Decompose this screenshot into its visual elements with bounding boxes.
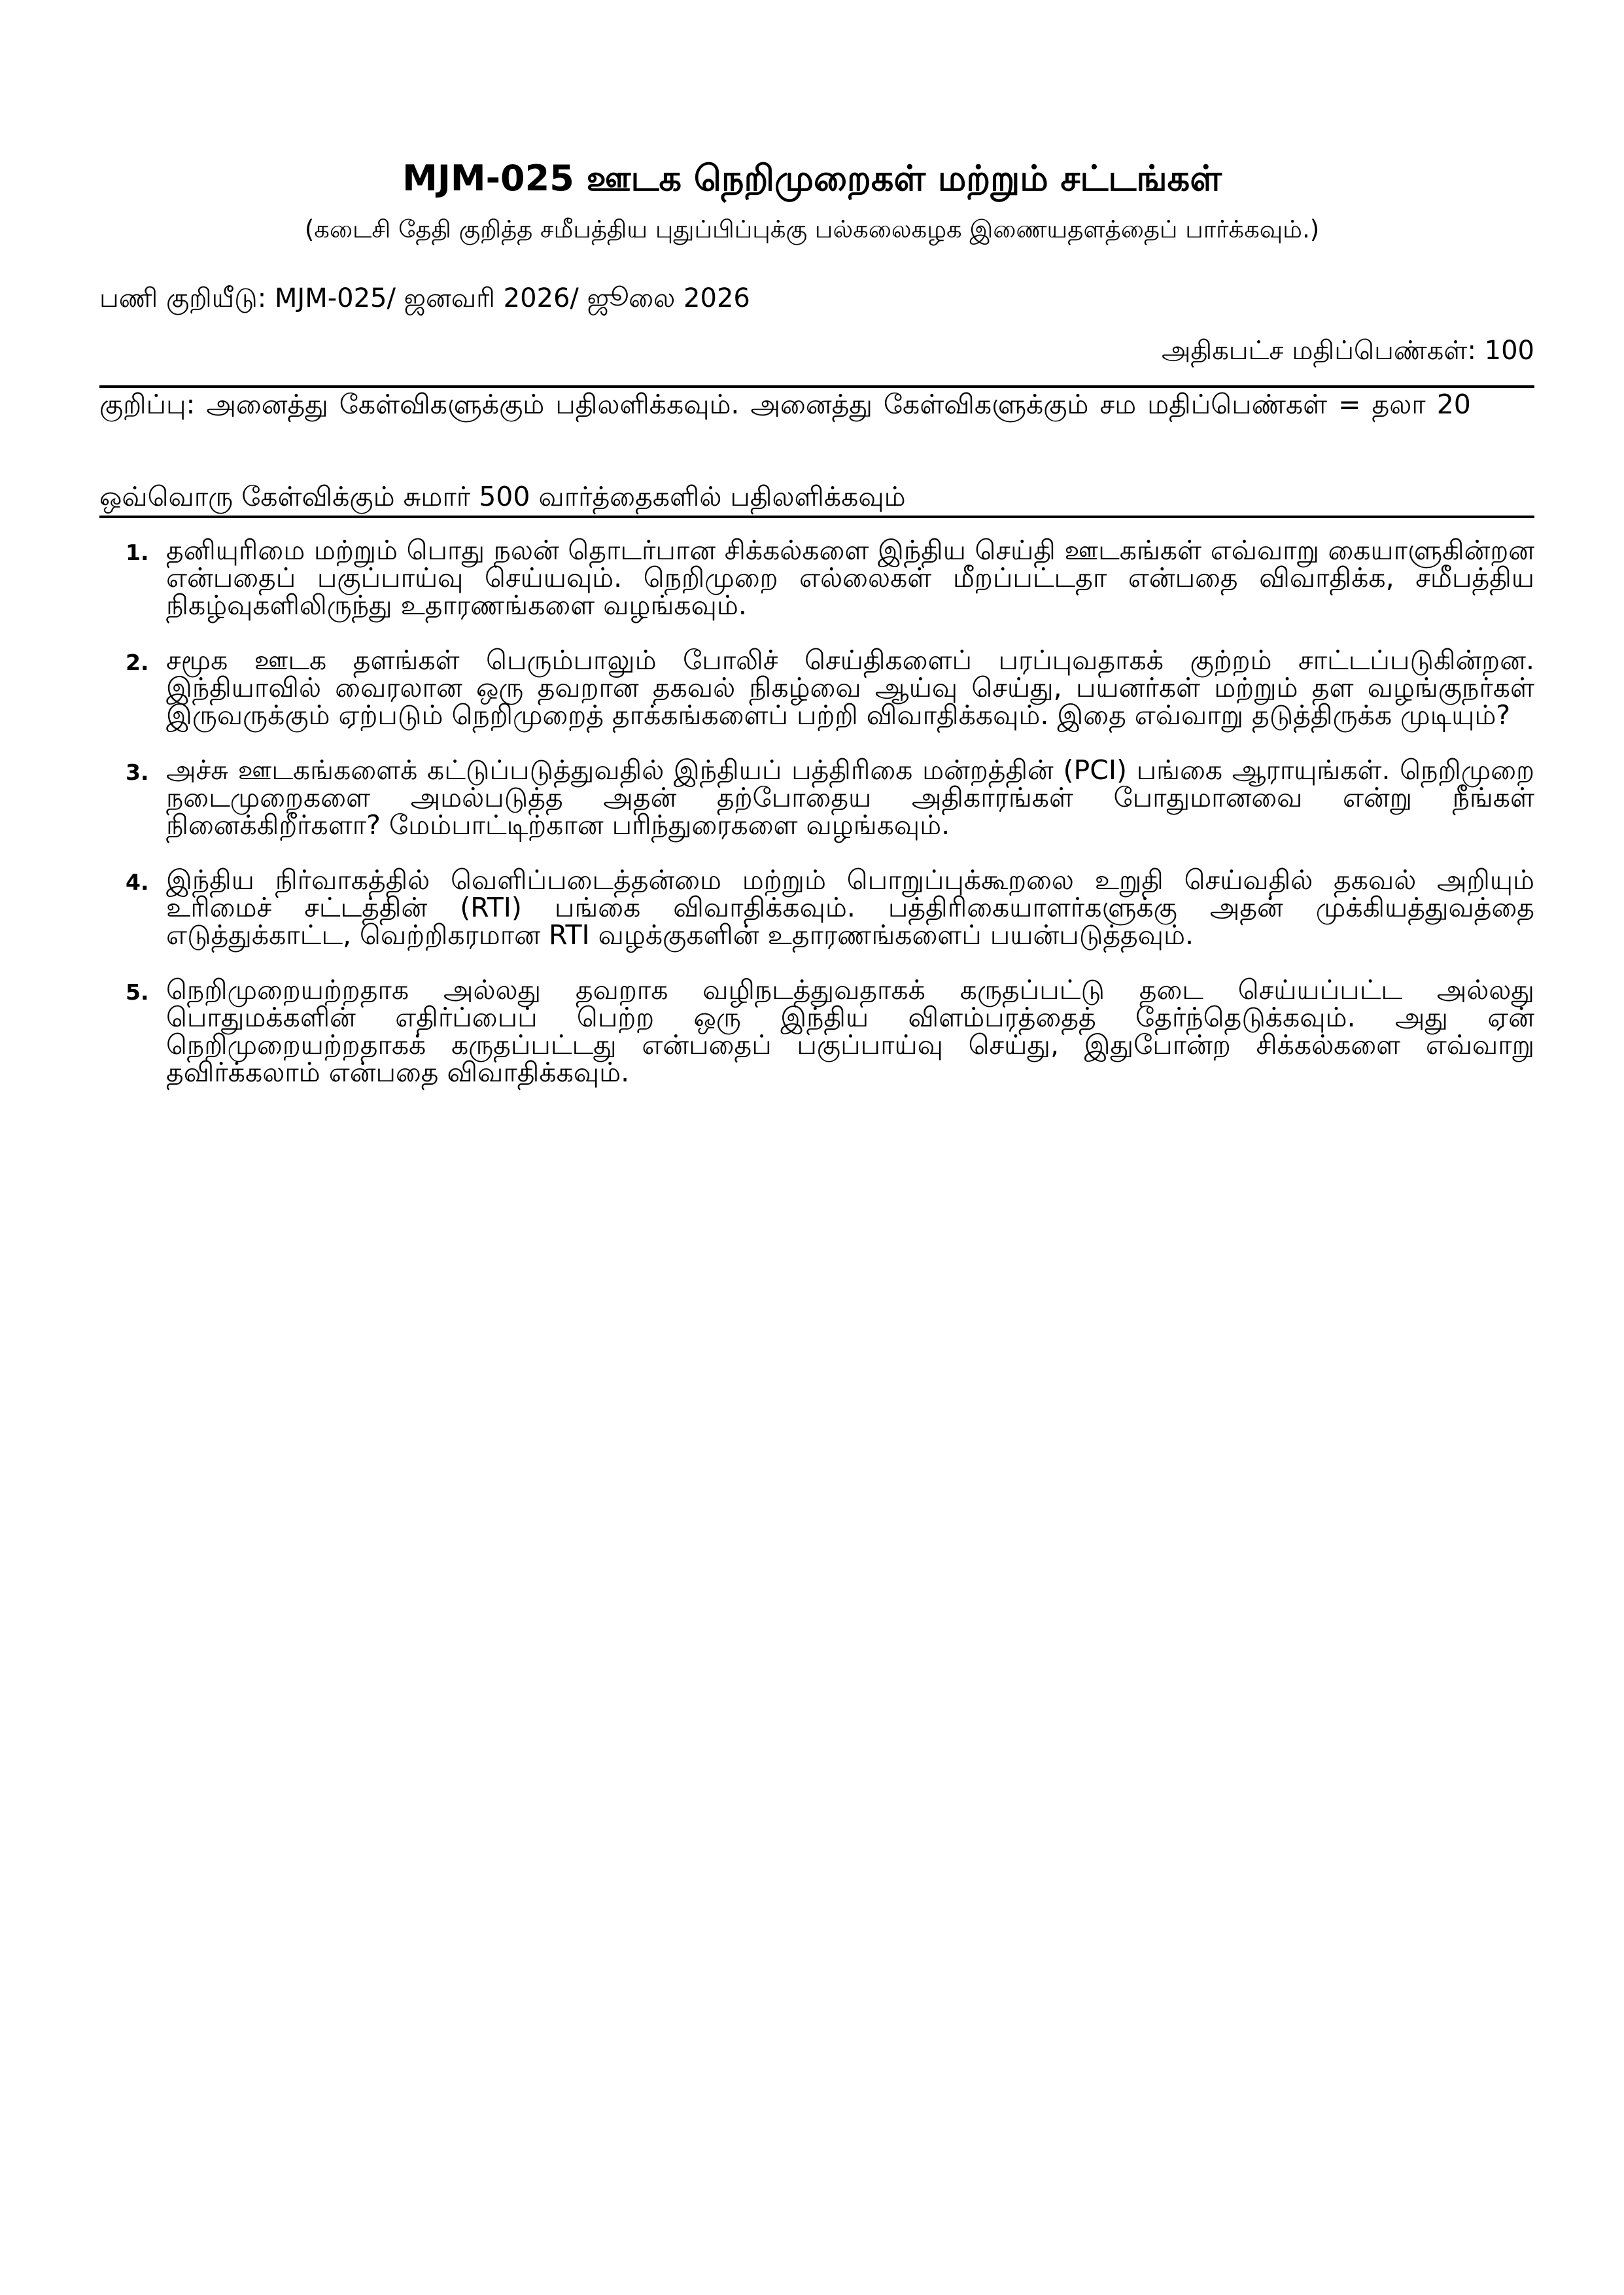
question-item	[99, 536, 1534, 619]
question-item	[99, 976, 1534, 1086]
question-number: 2.	[126, 650, 149, 675]
question-text: நெறிமுறையற்றதாக அல்லது தவறாக வழிநடத்துவதாகக் கருதப்பட்டு தடை செய்யப்பட்ட அல்லது பொதுமக்களின் எதிர்ப்பைப் பெற்ற ஒரு இந்திய விளம்பரத்தைத் தேர்ந்தெடுக்கவும். அது ஏன் நெறிமுறையற்றதாகக் கருதப்பட்டது என்பதைப் பகுப்பாய்வு செய்து, இதுபோன்ற சிக்கல்களை எவ்வாறு தவிர்க்கலாம் என்பதை விவாதிக்கவும்.	[166, 974, 1534, 1088]
divider-bottom	[99, 516, 1534, 518]
question-number: 3.	[126, 760, 149, 785]
question-text: இந்திய நிர்வாகத்தில் வெளிப்படைத்தன்மை மற்றும் பொறுப்புக்கூறலை உறுதி செய்வதில் தகவல் அறியும் உரிமைச் சட்டத்தின் (RTI) பங்கை விவாதிக்கவும். பத்திரிகையாளர்களுக்கு அதன் முக்கியத்துவத்தை எடுத்துக்காட்ட, வெற்றிகரமான RTI வழக்குகளின் உதாரணங்களைப் பயன்படுத்தவும்.	[166, 864, 1534, 951]
question-text: அச்சு ஊடகங்களைக் கட்டுப்படுத்துவதில் இந்தியப் பத்திரிகை மன்றத்தின் (PCI) பங்கை ஆராயுங்கள். நெறிமுறை நடைமுறைகளை அமல்படுத்த அதன் தற்போதைய அதிகாரங்கள் போதுமானவை என்று நீங்கள் நினைக்கிறீர்களா? மேம்பாட்டிற்கான பரிந்துரைகளை வழங்கவும்.	[166, 754, 1534, 841]
divider-top	[99, 385, 1534, 388]
question-text: தனியுரிமை மற்றும் பொது நலன் தொடர்பான சிக்கல்களை இந்திய செய்தி ஊடகங்கள் எவ்வாறு கையாளுகின்றன என்பதைப் பகுப்பாய்வு செய்யவும். நெறிமுறை எல்லைகள் மீறப்பட்டதா என்பதை விவாதிக்க, சமீபத்திய நிகழ்வுகளிலிருந்து உதாரணங்களை வழங்கவும்.	[166, 534, 1534, 621]
question-text: சமூக ஊடக தளங்கள் பெரும்பாலும் போலிச் செய்திகளைப் பரப்புவதாகக் குற்றம் சாட்டப்படுகின்றன. இந்தியாவில் வைரலான ஒரு தவறான தகவல் நிகழ்வை ஆய்வு செய்து, பயனர்கள் மற்றும் தள வழங்குநர்கள் இருவருக்கும் ஏற்படும் நெறிமுறைத் தாக்கங்களைப் பற்றி விவாதிக்கவும். இதை எவ்வாறு தடுத்திருக்க முடியும்?	[166, 644, 1534, 731]
page-title: MJM-025 ஊடக நெறிமுறைகள் மற்றும் சட்டங்கள்	[402, 158, 1222, 199]
question-number: 1.	[126, 540, 149, 565]
question-item	[99, 866, 1534, 949]
assignment-code: பணி குறியீடு: MJM-025/ ஜனவரி 2026/ ஜூலை 2026	[99, 283, 750, 313]
instruction-note: குறிப்பு: அனைத்து கேள்விகளுக்கும் பதிலளிக்கவும். அனைத்து கேள்விகளுக்கும் சம மதிப்பெண்கள் = தலா 20	[99, 389, 1471, 420]
question-item	[99, 756, 1534, 839]
question-number: 4.	[126, 869, 149, 895]
question-list	[99, 536, 1534, 1113]
max-marks: அதிகபட்ச மதிப்பெண்கள்: 100	[1161, 336, 1534, 366]
word-limit-instruction: ஒவ்வொரு கேள்விக்கும் சுமார் 500 வார்த்தைகளில் பதிலளிக்கவும்	[99, 481, 906, 512]
page-subtitle: (கடைசி தேதி குறித்த சமீபத்திய புதுப்பிப்புக்கு பல்கலைகழக இணையதளத்தைப் பார்க்கவும்.)	[304, 215, 1320, 243]
question-item	[99, 646, 1534, 729]
question-number: 5.	[126, 979, 149, 1005]
